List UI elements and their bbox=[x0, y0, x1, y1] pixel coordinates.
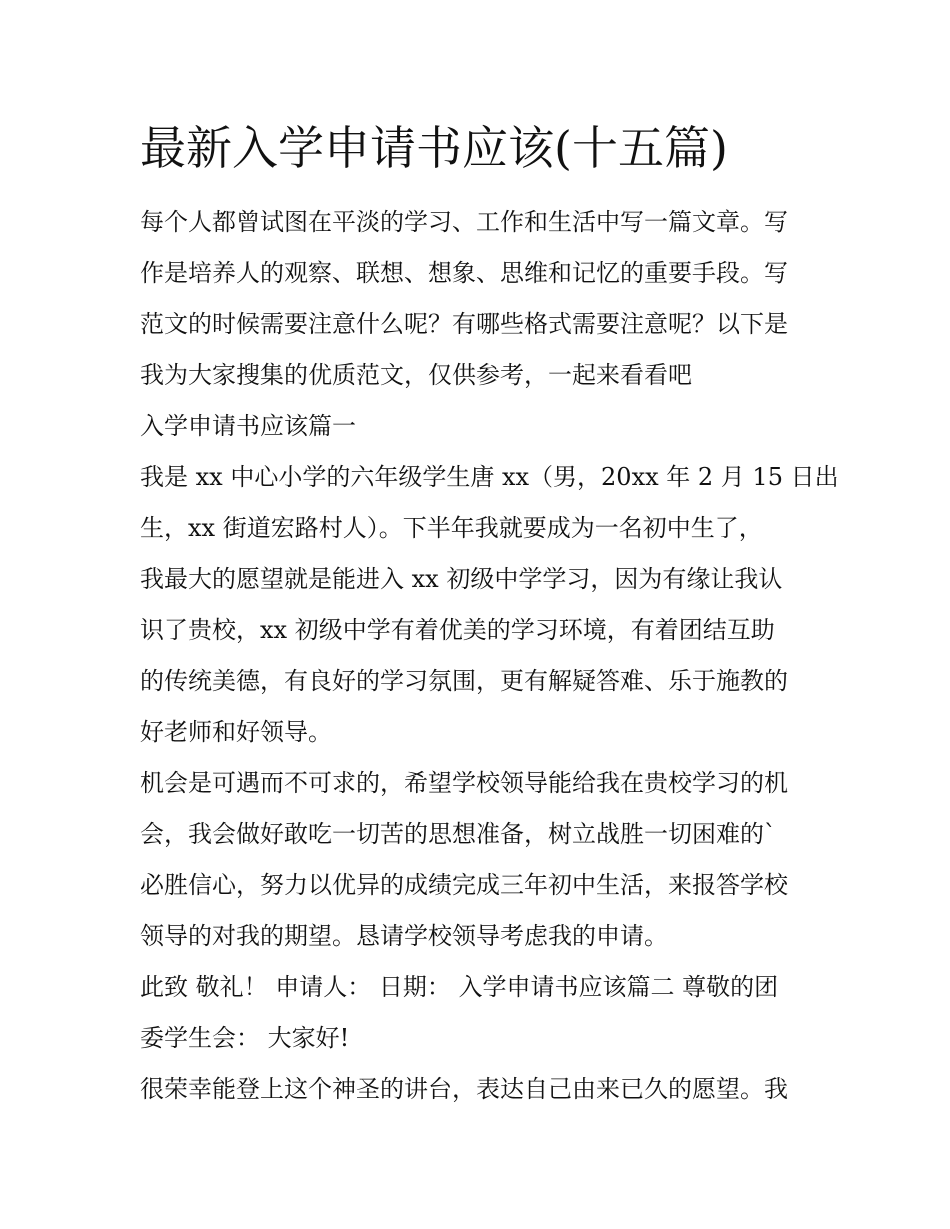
body-line-3: 范文的时候需要注意什么呢？有哪些格式需要注意呢？以下是 bbox=[140, 310, 788, 338]
section-heading-1: 入学申请书应该篇一 bbox=[140, 412, 356, 440]
body-line-14: 必胜信心，努力以优异的成绩完成三年初中生活，来报答学校 bbox=[140, 871, 788, 899]
document-title: 最新入学申请书应该(十五篇) bbox=[140, 121, 728, 175]
body-line-2: 作是培养人的观察、联想、想象、思维和记忆的重要手段。写 bbox=[140, 259, 788, 287]
body-line-18: 很荣幸能登上这个神圣的讲台，表达自己由来已久的愿望。我 bbox=[140, 1075, 788, 1103]
body-line-10: 的传统美德，有良好的学习氛围，更有解疑答难、乐于施教的 bbox=[140, 667, 788, 695]
body-line-6: 我是 xx 中心小学的六年级学生唐 xx（男，20xx 年 2 月 15 日出 bbox=[140, 463, 839, 491]
body-line-8: 我最大的愿望就是能进入 xx 初级中学学习，因为有缘让我认 bbox=[140, 565, 783, 593]
body-line-13: 会，我会做好敢吃一切苦的思想准备，树立战胜一切困难的` bbox=[140, 820, 776, 848]
body-line-11: 好老师和好领导。 bbox=[140, 718, 332, 746]
body-line-4: 我为大家搜集的优质范文，仅供参考，一起来看看吧 bbox=[140, 361, 692, 389]
body-line-15: 领导的对我的期望。恳请学校领导考虑我的申请。 bbox=[140, 922, 668, 950]
body-line-1: 每个人都曾试图在平淡的学习、工作和生活中写一篇文章。写 bbox=[140, 208, 788, 236]
body-line-12: 机会是可遇而不可求的，希望学校领导能给我在贵校学习的机 bbox=[140, 769, 788, 797]
body-line-17: 委学生会： 大家好! bbox=[140, 1024, 350, 1052]
body-line-16: 此致 敬礼！ 申请人： 日期： 入学申请书应该篇二 尊敬的团 bbox=[140, 973, 779, 1001]
body-line-7: 生，xx 街道宏路村人）。下半年我就要成为一名初中生了， bbox=[140, 514, 763, 542]
body-line-9: 识了贵校，xx 初级中学有着优美的学习环境，有着团结互助 bbox=[140, 616, 775, 644]
